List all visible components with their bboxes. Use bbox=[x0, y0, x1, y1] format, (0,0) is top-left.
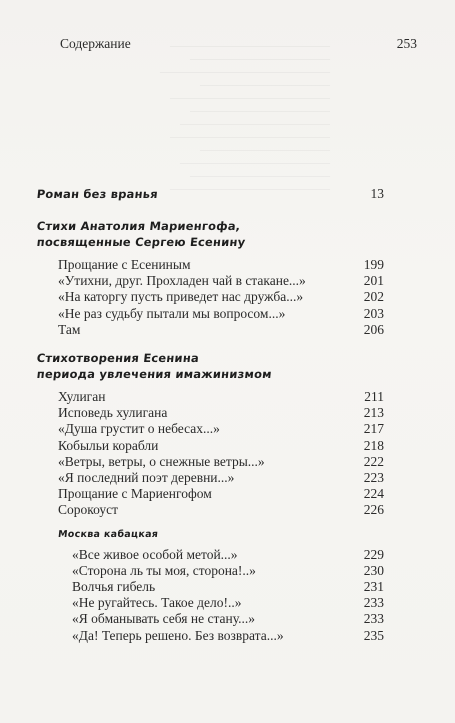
section-title-line-1: Стихотворения Есенина bbox=[36, 351, 200, 366]
entry-page: 223 bbox=[363, 470, 384, 486]
list-item bbox=[58, 454, 384, 470]
entry-page: 206 bbox=[363, 321, 384, 337]
entry-title: «Не раз судьбу пытали мы вопросом...» bbox=[58, 305, 286, 321]
page-number: 253 bbox=[396, 36, 417, 51]
list-item bbox=[58, 470, 384, 486]
entry-title: Прощание с Есениным bbox=[58, 257, 191, 272]
entry-title: «Утихни, друг. Прохладен чай в стакане...» bbox=[58, 273, 306, 289]
entry-title: «Не ругайтесь. Такое дело!..» bbox=[72, 595, 242, 611]
running-head-title: Содержание bbox=[60, 36, 131, 51]
table-of-contents bbox=[36, 186, 384, 656]
entry-page: 199 bbox=[363, 257, 384, 272]
list-item bbox=[72, 563, 384, 579]
entry-page: 233 bbox=[363, 595, 384, 611]
entry-page: 231 bbox=[363, 579, 384, 595]
entry-page: 217 bbox=[363, 421, 384, 437]
section-title-line-2: периода увлечения имажинизмом bbox=[36, 367, 273, 382]
entry-title: Хулиган bbox=[58, 389, 106, 405]
list-item bbox=[72, 611, 384, 627]
entry-page: 235 bbox=[363, 627, 384, 643]
entry-page: 230 bbox=[363, 562, 384, 578]
entry-title: «Ветры, ветры, о снежные ветры...» bbox=[58, 453, 265, 469]
entry-title: «Я обманывать себя не стану...» bbox=[72, 611, 256, 627]
section-title-line-2: посвященные Сергею Есенину bbox=[36, 235, 247, 249]
entry-title: Волчья гибель bbox=[72, 579, 156, 595]
entry-page: 213 bbox=[363, 405, 384, 421]
list-item bbox=[58, 438, 384, 454]
entry-title: Прощание с Мариенгофом bbox=[58, 486, 212, 502]
list-item bbox=[72, 579, 384, 595]
entry-title: Исповедь хулигана bbox=[58, 405, 168, 421]
section-title-novel: Роман без вранья bbox=[36, 187, 159, 201]
running-head bbox=[60, 36, 417, 52]
list-item bbox=[58, 273, 384, 289]
subsection-entries-list bbox=[36, 547, 384, 644]
list-item bbox=[58, 289, 384, 305]
page-number-novel: 13 bbox=[370, 186, 384, 201]
entry-page: 224 bbox=[363, 486, 384, 502]
entry-title: «Все живое особой метой...» bbox=[72, 546, 238, 562]
entry-title: «Душа грустит о небесах...» bbox=[58, 421, 220, 437]
list-item bbox=[58, 306, 384, 322]
entry-page: 226 bbox=[363, 502, 384, 518]
entries-list bbox=[36, 389, 384, 519]
list-item bbox=[58, 421, 384, 437]
section-mariengof-poems bbox=[36, 218, 384, 338]
entry-title: Сорокоуст bbox=[58, 502, 119, 518]
entry-page: 218 bbox=[363, 437, 384, 453]
list-item bbox=[58, 502, 384, 518]
entry-page: 233 bbox=[363, 611, 384, 627]
list-item bbox=[72, 628, 384, 644]
entry-page: 203 bbox=[363, 305, 384, 321]
entry-title: Кобыльи корабли bbox=[58, 437, 159, 453]
entry-title: «На каторгу пусть приведет нас дружба...» bbox=[58, 289, 304, 305]
section-title-line-1: Стихи Анатолия Мариенгофа, bbox=[36, 219, 242, 233]
toc-entry-novel bbox=[36, 186, 384, 202]
subsection-title-moskva-kabatskaya: Москва кабацкая bbox=[57, 528, 159, 540]
entry-page: 201 bbox=[363, 273, 384, 289]
entries-list bbox=[36, 257, 384, 338]
show-through-texture: ———————————————— —————————————— ————————————————— ————————————— ———————————————— —————————————— ——————————————— ———————————————— ————————————— ——————————————— —————————————— ———————————————— bbox=[160, 41, 330, 195]
entry-title: «Сторона ль ты моя, сторона!..» bbox=[72, 562, 256, 578]
section-esenin-poems bbox=[36, 350, 384, 644]
entry-page: 211 bbox=[364, 389, 384, 405]
entry-page: 222 bbox=[363, 453, 384, 469]
list-item bbox=[72, 547, 384, 563]
list-item bbox=[72, 595, 384, 611]
entry-title: «Я последний поэт деревни...» bbox=[58, 470, 235, 486]
list-item bbox=[58, 257, 384, 273]
list-item bbox=[58, 405, 384, 421]
entry-page: 229 bbox=[363, 546, 384, 562]
list-item bbox=[58, 486, 384, 502]
list-item bbox=[58, 322, 384, 338]
entry-page: 202 bbox=[363, 289, 384, 305]
entry-title: Там bbox=[58, 321, 81, 337]
entry-title: «Да! Теперь решено. Без возврата...» bbox=[72, 627, 284, 643]
list-item bbox=[58, 389, 384, 405]
